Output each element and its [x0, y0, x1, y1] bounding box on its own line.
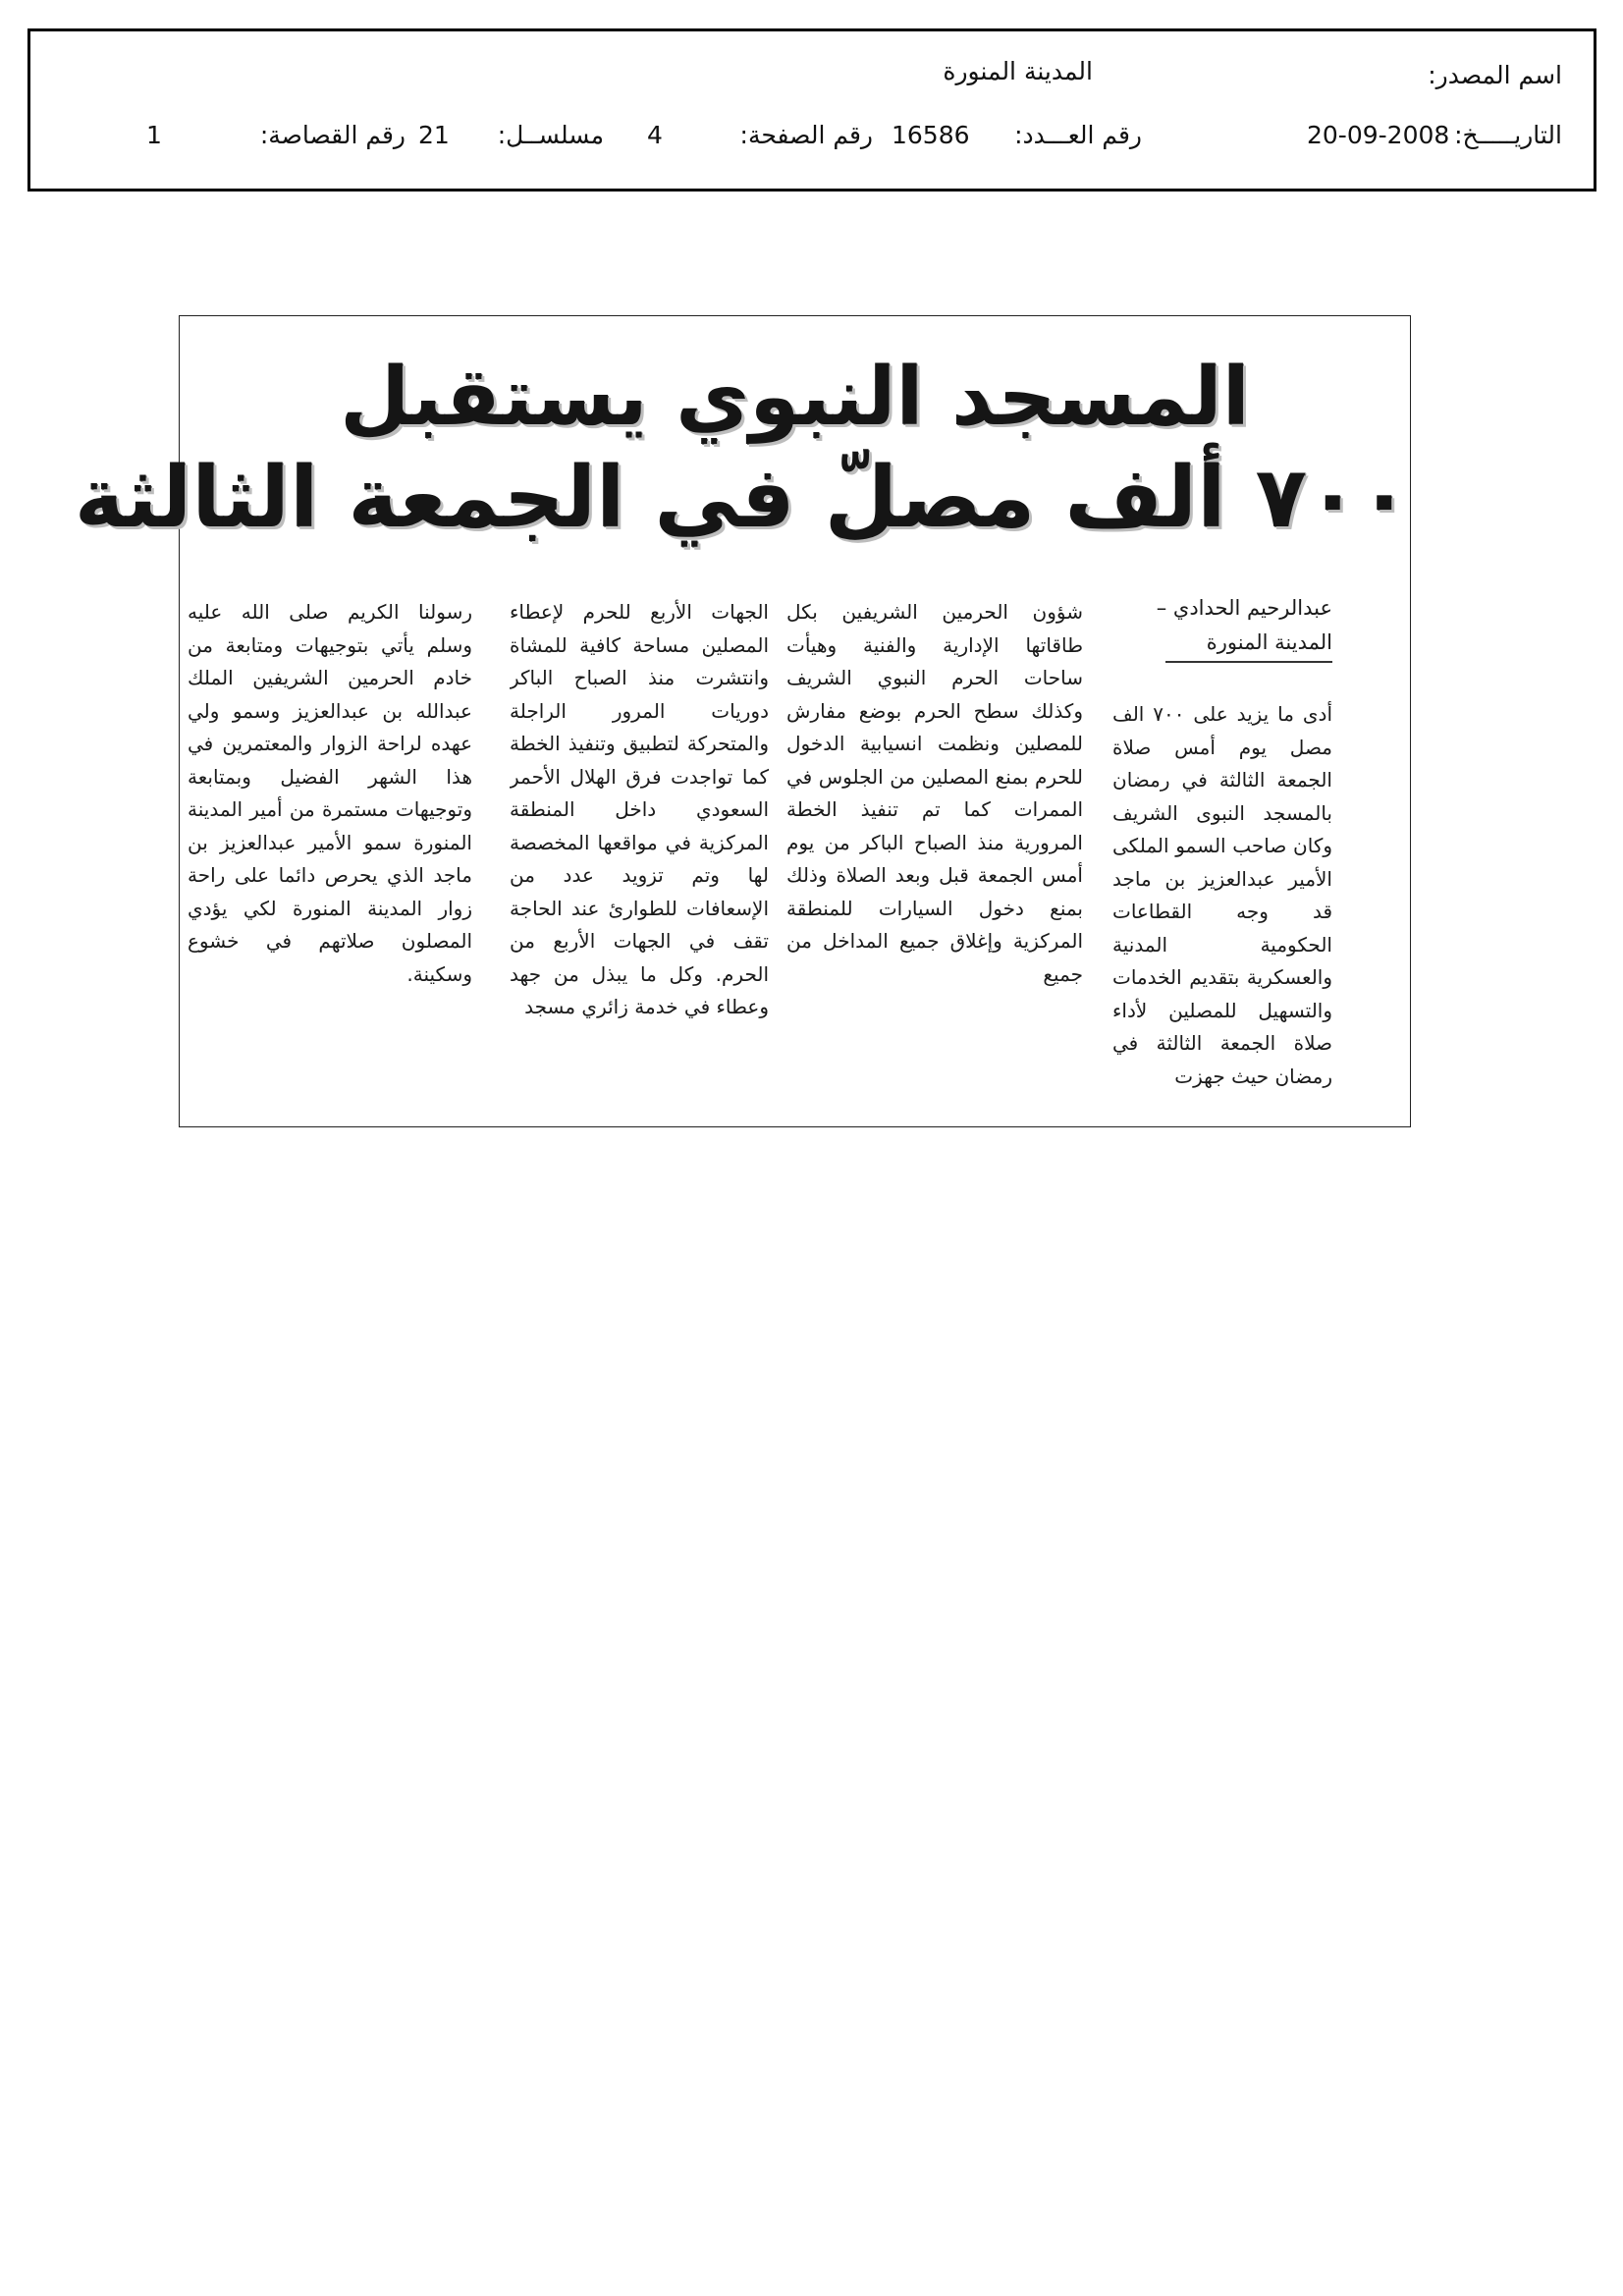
column-3-text: الجهات الأربع للحرم لإعطاء المصلين مساحة كافية للمشاة وانتشرت منذ الصباح الباكر دوريات المرور الراجلة والمتحركة لتطبيق وتنفيذ الخطة كما تواجدت فرق الهلال الأحمر السعودي داخل المنطقة المركزية في مواقعها المخصصة لها وتم تزويد عدد من الإسعافات للطوارئ عند الحاجة تقف في الجهات الأربع من الحرم. وكل ما يبذل من جهد وعطاء في خدمة زائري مسجد	[510, 600, 769, 1018]
headline-line-1: المسجد النبوي يستقبل	[340, 351, 1250, 444]
column-1-text: أدى ما يزيد على ٧٠٠ الف مصل يوم أمس صلاة الجمعة الثالثة في رمضان بالمسجد النبوى الشريف وكان صاحب السمو الملكى الأمير عبدالعزيز بن ماجد قد وجه القطاعات الحكومية المدنية والعسكرية بتقديم الخدمات والتسهيل للمصلين لأداء صلاة الجمعة الثالثة في رمضان حيث جهزت	[1112, 702, 1332, 1088]
issue-value: 16586	[892, 121, 970, 149]
source-value: المدينة المنورة	[943, 57, 1093, 85]
clipping-info-box	[27, 28, 1596, 191]
byline-place: المدينة المنورة	[1206, 630, 1332, 654]
byline-divider	[1165, 661, 1332, 663]
clip-number-value: 1	[146, 121, 162, 149]
newspaper-clipping	[74, 315, 1411, 1127]
column-4-text: رسولنا الكريم صلى الله عليه وسلم يأتي بتوجيهات ومتابعة من خادم الحرمين الشريفين الملك عبدالله بن عبدالعزيز وسمو ولي عهده لراحة الزوار والمعتمرين في هذا الشهر الفضيل وبمتابعة وتوجيهات مستمرة من أمير المدينة المنورة سمو الأمير عبدالعزيز بن ماجد الذي يحرص دائما على راحة زوار المدينة المنورة لكي يؤدي المصلون صلاتهم في خشوع وسكينة.	[188, 600, 472, 986]
source-label: اسم المصدر:	[1428, 61, 1562, 89]
serial-label: مسلســل:	[497, 121, 604, 149]
issue-label: رقم العـــدد:	[1014, 121, 1142, 149]
article-column-1	[1112, 592, 1332, 1093]
page-value: 4	[647, 121, 663, 149]
serial-value: 21	[418, 121, 450, 149]
clip-number-label: رقم القصاصة:	[259, 121, 406, 149]
article-column-2	[786, 596, 1083, 991]
article-column-3	[510, 596, 769, 1024]
page-label: رقم الصفحة:	[739, 121, 873, 149]
article-column-4	[188, 596, 472, 991]
byline-author: عبدالرحيم الحدادي –	[1156, 596, 1332, 620]
date-label: التاريـــــخ:	[1454, 121, 1562, 149]
date-value: 20-09-2008	[1307, 121, 1450, 149]
headline-line-2: ٧٠٠ ألف مصلّ في الجمعة الثالثة	[74, 449, 1410, 547]
column-2-text: شؤون الحرمين الشريفين بكل طاقاتها الإدارية والفنية وهيأت ساحات الحرم النبوي الشريف وكذلك سطح الحرم بوضع مفارش للمصلين ونظمت انسيابية الدخول للحرم بمنع المصلين من الجلوس في الممرات كما تم تنفيذ الخطة المرورية منذ الصباح الباكر من يوم أمس الجمعة قبل وبعد الصلاة وذلك بمنع دخول السيارات للمنطقة المركزية وإغلاق جميع المداخل من جميع	[786, 600, 1083, 986]
